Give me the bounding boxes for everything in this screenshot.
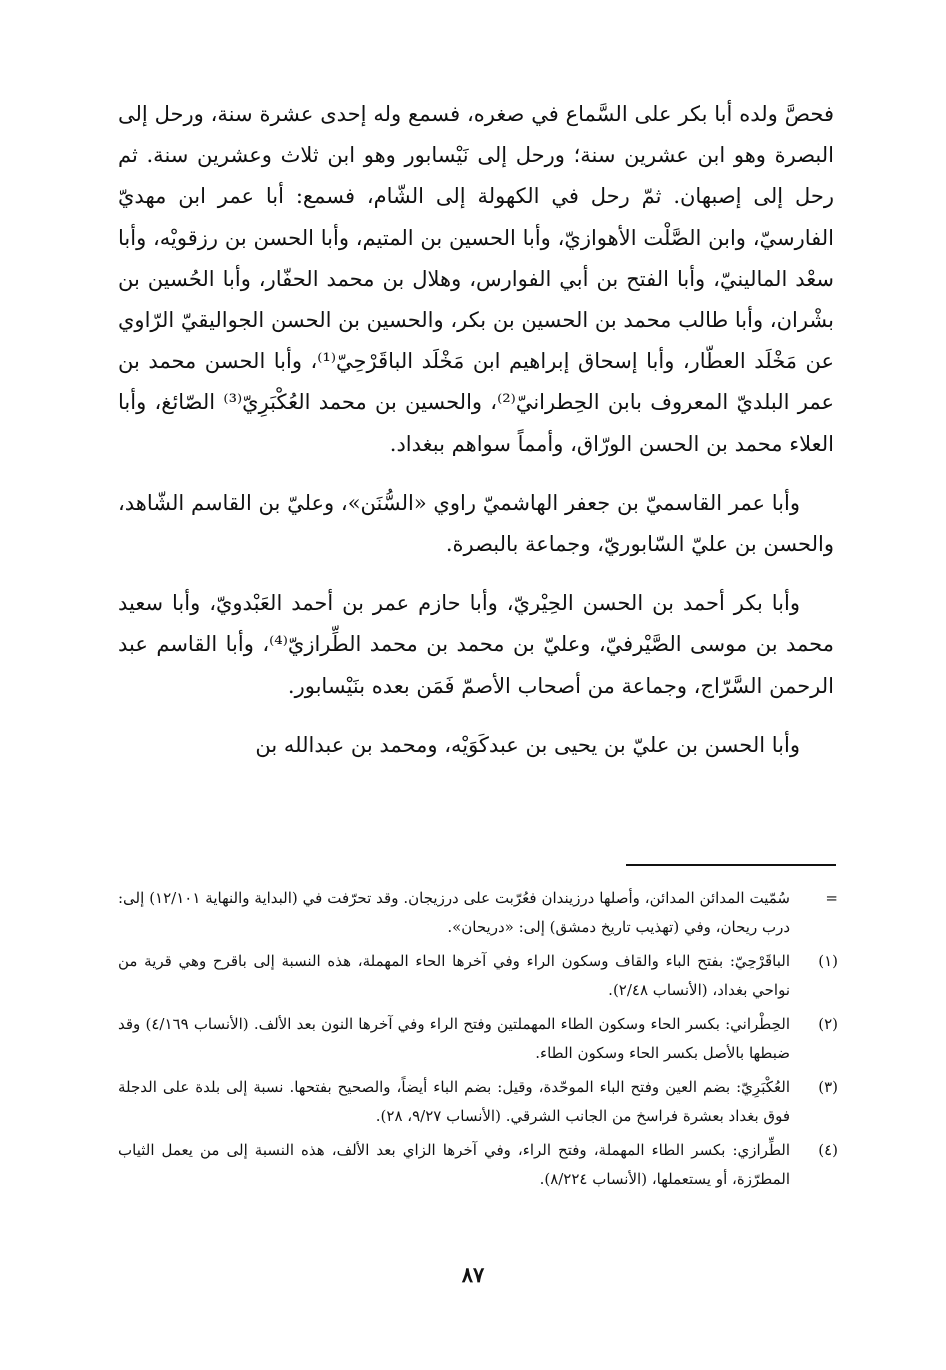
footnote-2 bbox=[118, 1010, 838, 1068]
footnote-marker: = bbox=[825, 889, 838, 907]
footnotes-section bbox=[118, 884, 838, 1199]
footnote-text: الباقَرْحِيّ: بفتح الباء والقاف وسكون الراء وفي آخرها الحاء المهملة، هذه النسبة إلى باقرح وهي قرية من نواحي بغداد، (الأنساب ٢/٤٨). bbox=[118, 952, 790, 999]
footnote-text: سُمّيت المدائن المدائن، وأصلها درزيندان فعُرّبت على درزيجان. وقد تحرّفت في (البداية والنهاية ١٢/١٠١) إلى: درب ريحان، وفي (تهذيب تاريخ دمشق) إلى: «دريحان». bbox=[118, 889, 790, 936]
footnote-separator bbox=[626, 864, 836, 866]
footnote-3 bbox=[118, 1073, 838, 1131]
footnote-text: الطِّرازي: بكسر الطاء المهملة، وفتح الراء، وفي آخرها الزاي بعد الألف، هذه النسبة إلى من يعمل الثياب المطرّزة، أو يستعملها، (الأنساب ٨/٢٢٤). bbox=[118, 1141, 790, 1188]
footnote-marker: (١) bbox=[818, 952, 838, 970]
paragraph-3: وأبا بكر أحمد بن الحسن الحِيْريّ، وأبا حازم عمر بن أحمد العَبْدويّ، وأبا سعيد محمد بن موسى الصَّيْرفيّ، وعليّ بن محمد بن محمد الطِّرازيّ⁽⁴⁾، وأبا القاسم عبد الرحمن السَّرّاج، وجماعة من أصحاب الأصمّ فَمَن بعده بنَيْسابور. bbox=[118, 591, 834, 698]
footnote-continuation bbox=[118, 884, 838, 942]
paragraph-2: وأبا عمر القاسميّ بن جعفر الهاشميّ راوي «السُّنَن»، وعليّ بن القاسم الشّاهد، والحسن بن عليّ السّابوريّ، وجماعة بالبصرة. bbox=[118, 490, 834, 557]
main-text-block bbox=[118, 94, 834, 766]
footnote-4 bbox=[118, 1136, 838, 1194]
footnote-marker: (٢) bbox=[818, 1015, 838, 1033]
footnote-marker: (٣) bbox=[818, 1078, 838, 1096]
paragraph-4: وأبا الحسن بن عليّ بن يحيى بن عبدكَوَيْه، ومحمد بن عبدالله بن bbox=[255, 732, 800, 757]
footnote-1 bbox=[118, 947, 838, 1005]
footnote-marker: (٤) bbox=[818, 1141, 838, 1159]
footnote-text: العُكْبَرِيّ: بضم العين وفتح الباء الموحّدة، وقيل: بضم الباء أيضاً، والصحيح بفتحها. نسبة إلى بلدة على الدجلة فوق بغداد بعشرة فراسخ من الجانب الشرقي. (الأنساب ٩/٢٧، ٢٨). bbox=[118, 1078, 790, 1125]
footnote-text: الحِطْراني: بكسر الحاء وسكون الطاء المهملتين وفتح الراء وفي آخرها النون بعد الألف. (الأنساب ٤/١٦٩) وقد ضبطها بالأصل بكسر الحاء وسكون الطاء. bbox=[118, 1015, 790, 1062]
paragraph-1: فحصَّ ولده أبا بكر على السَّماع في صغره، فسمع وله إحدى عشرة سنة، ورحل إلى البصرة وهو ابن عشرين سنة؛ ورحل إلى نَيْسابور وهو ابن ثلاث وعشرين سنة. ثم رحل إلى إصبهان. ثمّ رحل في الكهولة إلى الشّام، فسمع: أبا عمر ابن مهديّ الفارسيّ، وابن الصَّلْت الأهوازيّ، وأبا الحسين بن المتيم، وأبا الحسن بن رزقويْه، وأبا سعْد المالينيّ، وأبا الفتح بن أبي الفوارس، وهلال بن محمد الحفّار، وأبا الحُسين بن بشْران، وأبا طالب محمد بن الحسين بن بكر، والحسين بن الحسن الجواليقيّ الرّاوي عن مَخْلَد العطّار، وأبا إسحاق إبراهيم ابن مَخْلَد الباقَرْحِيّ⁽¹⁾، وأبا الحسن محمد بن عمر البلديّ المعروف بابن الحِطرانيّ⁽²⁾، والحسين بن محمد العُكْبَرِيّ⁽³⁾ الصّائغ، وأبا العلاء محمد بن الحسن الورّاق، وأمماً سواهم ببغداد. bbox=[118, 102, 835, 456]
page-number: ٨٧ bbox=[461, 1262, 485, 1287]
